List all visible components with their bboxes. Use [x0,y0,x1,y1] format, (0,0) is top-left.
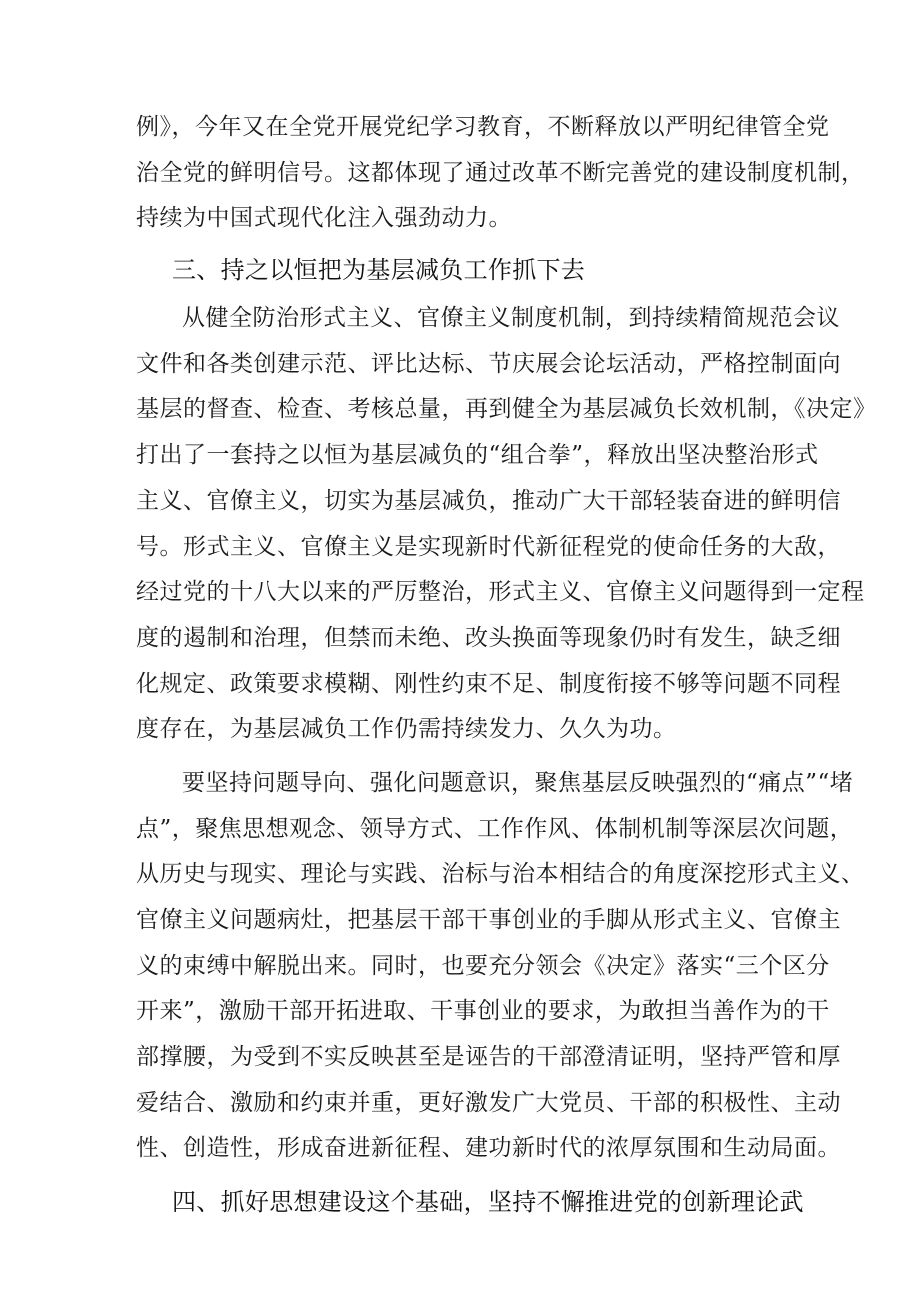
text-line: 性、创造性，形成奋进新征程、建功新时代的浓厚氛围和生动局面。 [136,1135,841,1162]
text-line: 化规定、政策要求模糊、刚性约束不足、制度衔接不够等问题不同程 [136,670,841,697]
paragraph-spacer [136,760,788,768]
text-line: 度存在，为基层减负工作仍需持续发力、久久为功。 [136,716,677,743]
text-line: 点”，聚焦思想观念、领导方式、工作作风、体制机制等深层次问题， [136,815,854,842]
text-line: 号。形式主义、官僚主义是实现新时代新征程党的使命任务的大敌， [136,533,841,560]
text-line: 打出了一套持之以恒为基层减负的“组合拳”，释放出坚决整治形式 [136,442,819,469]
text-line: 要坚持问题导向、强化问题意识，聚焦基层反映强烈的“痛点”“堵 [182,769,854,796]
intro-paragraph [136,112,865,249]
text-line: 从历史与现实、理论与实践、治标与治本相结合的角度深挖形式主义、 [136,861,865,888]
paragraph-2 [136,768,865,1179]
text-line: 义的束缚中解脱出来。同时，也要充分领会《决定》落实“三个区分 [136,952,830,979]
section-heading-4: 四、抓好思想建设这个基础，坚持不懈推进党的创新理论武 [172,1188,804,1217]
text-line: 主义、官僚主义，切实为基层减负，推动广大干部轻装奋进的鲜明信 [136,487,841,514]
text-line: 治全党的鲜明信号。这都体现了通过改革不断完善党的建设制度机制， [136,159,865,186]
text-line: 持续为中国式现代化注入强劲动力。 [136,205,512,232]
text-line: 从健全防治形式主义、官僚主义制度机制，到持续精简规范会议 [182,305,840,332]
section-heading-3: 三、持之以恒把为基层减负工作抓下去 [172,256,586,285]
text-line: 开来”，激励干部开拓进取、干事创业的要求，为敢担当善作为的干 [136,998,830,1025]
text-line: 文件和各类创建示范、评比达标、节庆展会论坛活动，严格控制面向 [136,350,841,377]
document-page [136,112,877,1235]
text-line: 爱结合、激励和约束并重，更好激发广大党员、干部的积极性、主动 [136,1089,841,1116]
text-line: 经过党的十八大以来的严厉整治，形式主义、官僚主义问题得到一定程 [136,579,865,606]
paragraph-1 [136,303,877,760]
text-line: 例》，今年又在全党开展党纪学习教育，不断释放以严明纪律管全党 [136,114,830,140]
text-line: 官僚主义问题病灶，把基层干部干事创业的手脚从形式主义、官僚主 [136,907,841,933]
text-line: 基层的督查、检查、考核总量，再到健全为基层减负长效机制，《决定》 [136,396,877,423]
text-line: 度的遏制和治理，但禁而未绝、改头换面等现象仍时有发生，缺乏细 [136,624,841,651]
text-line: 部撑腰，为受到不实反映甚至是诬告的干部澄清证明，坚持严管和厚 [136,1044,841,1071]
